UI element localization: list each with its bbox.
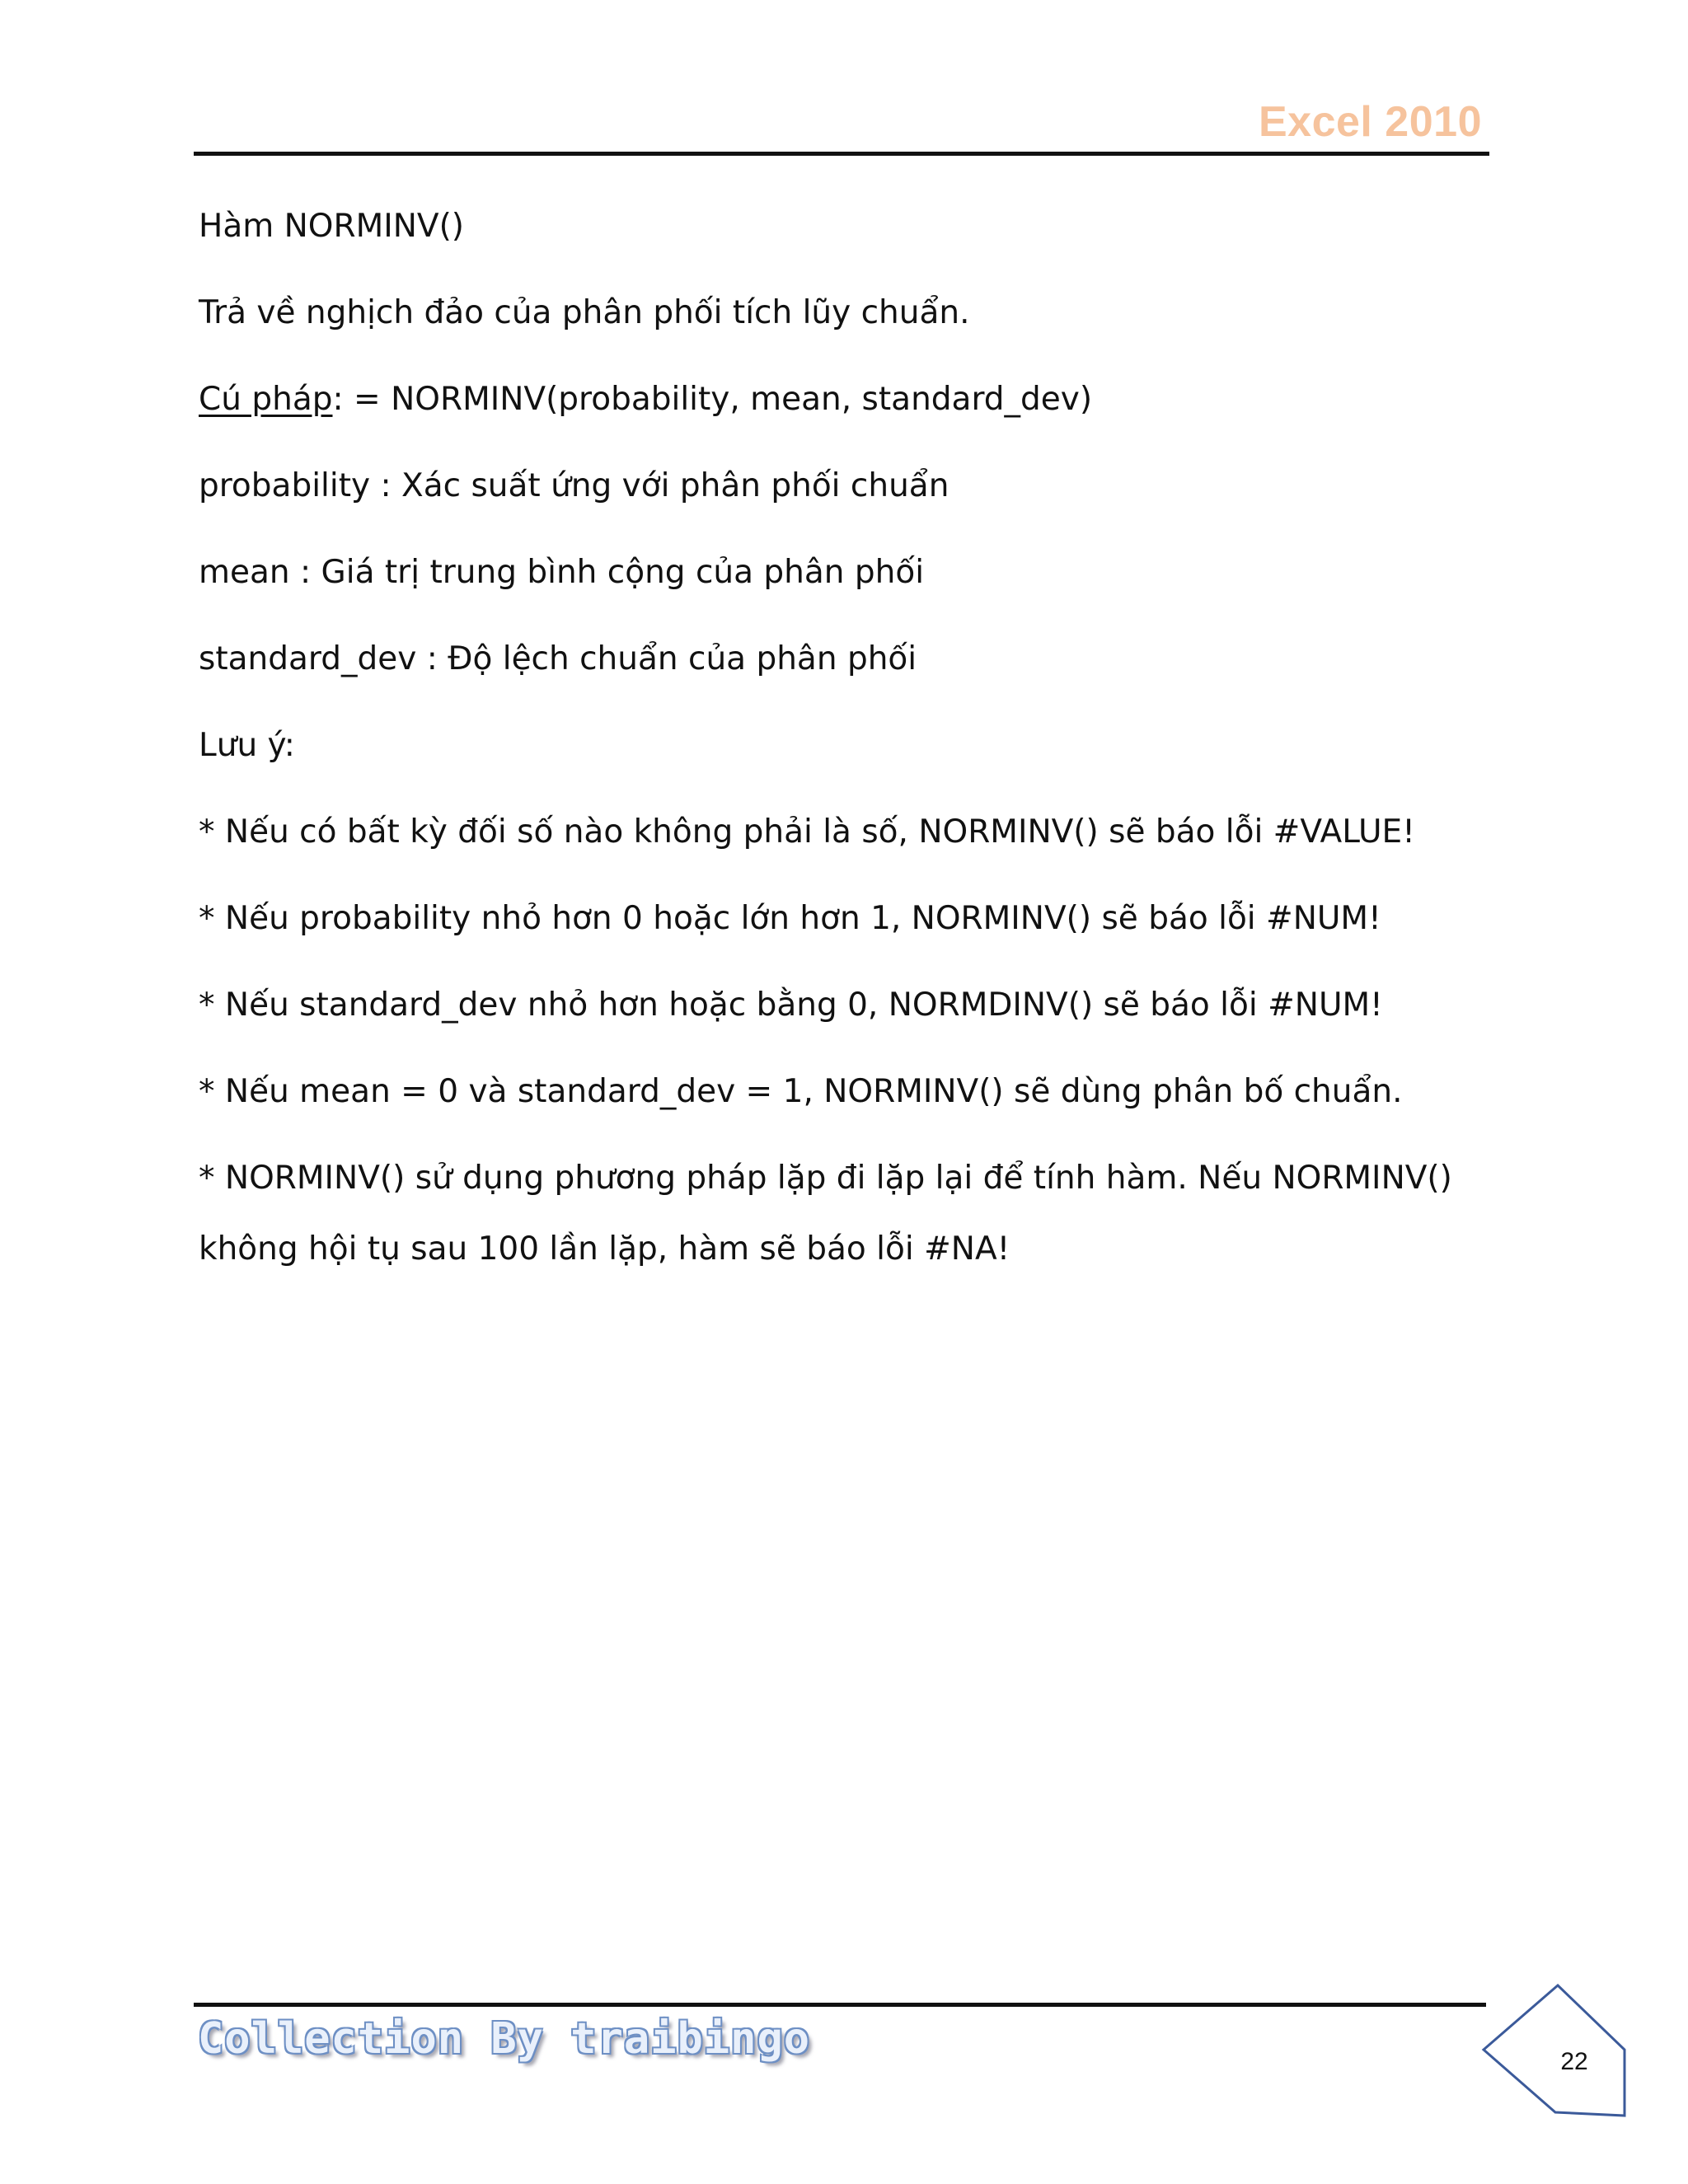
note-item: * Nếu probability nhỏ hơn 0 hoặc lớn hơn 1, NORMINV() sẽ báo lỗi #NUM! (199, 900, 1381, 937)
note-item: * Nếu có bất kỳ đối số nào không phải là số, NORMINV() sẽ báo lỗi #VALUE! (199, 813, 1415, 851)
page-number: 22 (1560, 2048, 1588, 2075)
header-divider (194, 152, 1489, 156)
note-item: * Nếu mean = 0 và standard_dev = 1, NORMINV() sẽ dùng phân bố chuẩn. (199, 1073, 1403, 1110)
function-description: Trả về nghịch đảo của phân phối tích lũy chuẩn. (199, 294, 970, 331)
syntax-line (199, 377, 1484, 422)
footer-credit: Collection By traibingo (198, 2014, 811, 2064)
function-heading: Hàm NORMINV() (199, 208, 465, 245)
header-title: Excel 2010 (1258, 98, 1482, 146)
page-content (199, 204, 1484, 1327)
note-item: * Nếu standard_dev nhỏ hơn hoặc bằng 0, NORMDINV() sẽ báo lỗi #NUM! (199, 987, 1383, 1024)
syntax-label: Cú pháp (199, 381, 333, 418)
note-item: * NORMINV() sử dụng phương pháp lặp đi lặp lại để tính hàm. Nếu NORMINV() không hội tụ sau 100 lần lặp, hàm sẽ báo lỗi #NA! (199, 1160, 1452, 1268)
param-probability: probability : Xác suất ứng với phân phối chuẩn (199, 467, 950, 504)
notes-label: Lưu ý: (199, 727, 295, 764)
footer-divider (194, 2003, 1486, 2007)
syntax-formula: : = NORMINV(probability, mean, standard_dev) (332, 381, 1093, 418)
param-standard-dev: standard_dev : Độ lệch chuẩn của phân phối (199, 640, 917, 677)
param-mean: mean : Giá trị trung bình cộng của phân phối (199, 554, 925, 591)
